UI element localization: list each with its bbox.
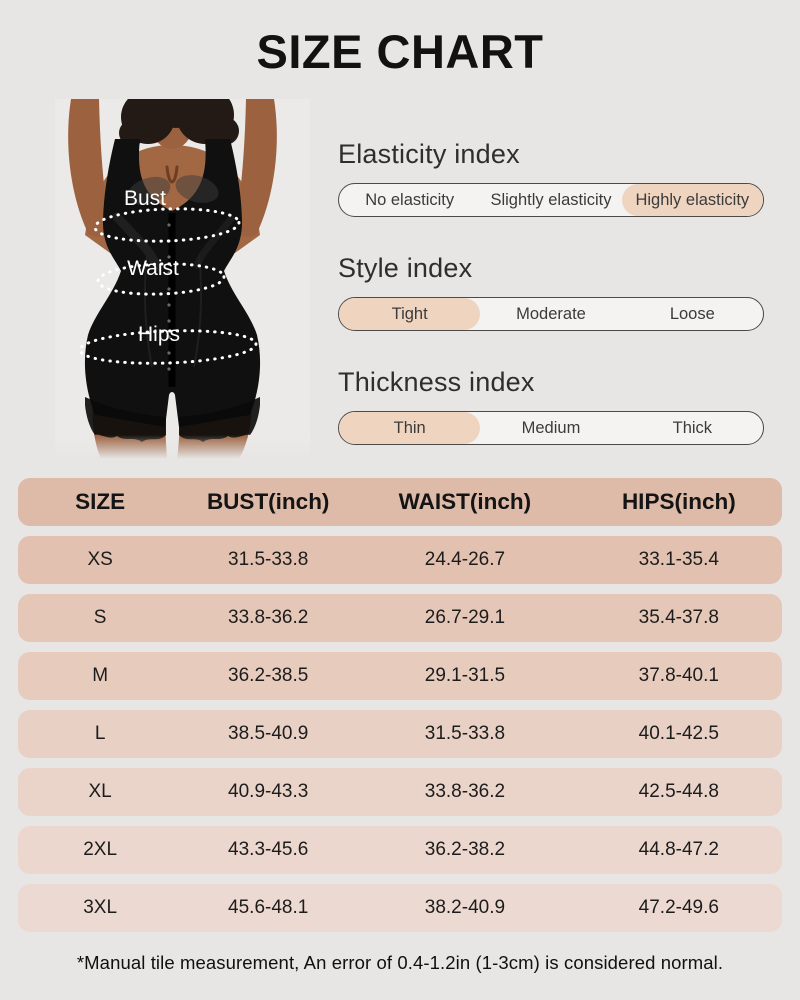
cell-bust: 40.9-43.3 — [228, 781, 309, 802]
header-bust: BUST(inch) — [206, 489, 330, 514]
top-section — [0, 99, 800, 459]
cell-bust: 33.8-36.2 — [228, 607, 309, 628]
table-row — [18, 652, 782, 700]
model-photo — [55, 99, 310, 459]
cell-hips: 40.1-42.5 — [638, 723, 719, 744]
cell-waist: 24.4-26.7 — [424, 549, 506, 570]
cell-bust: 45.6-48.1 — [228, 897, 309, 918]
style-option-tight: Tight — [339, 298, 480, 330]
cell-bust: 38.5-40.9 — [228, 723, 309, 744]
cell-waist: 36.2-38.2 — [424, 839, 506, 860]
thickness-option-thin: Thin — [339, 412, 480, 444]
cell-size: 3XL — [83, 897, 118, 918]
cell-waist: 26.7-29.1 — [424, 607, 506, 628]
measurement-note: *Manual tile measurement, An error of 0.4-1.2in (1-3cm) is considered normal. — [76, 952, 724, 973]
elasticity-index-title: Elasticity index — [338, 139, 520, 169]
header-waist: WAIST(inch) — [398, 489, 532, 514]
header-size: SIZE — [75, 489, 126, 514]
table-row — [18, 768, 782, 816]
elasticity-index-group — [338, 139, 764, 217]
waist-label: Waist — [127, 257, 179, 280]
cell-hips: 33.1-35.4 — [638, 549, 719, 570]
cell-waist: 29.1-31.5 — [424, 665, 506, 686]
cell-size: L — [94, 723, 106, 744]
table-row — [18, 826, 782, 874]
thickness-index-group — [338, 367, 764, 445]
cell-bust: 31.5-33.8 — [228, 549, 309, 570]
elasticity-option-slightly: Slightly elasticity — [490, 190, 612, 209]
cell-bust: 36.2-38.5 — [228, 665, 309, 686]
cell-waist: 38.2-40.9 — [424, 897, 506, 918]
hips-label: Hips — [137, 323, 181, 346]
style-index-group — [338, 253, 764, 331]
style-index-title: Style index — [338, 253, 473, 283]
cell-hips: 37.8-40.1 — [638, 665, 719, 686]
index-panel — [338, 99, 764, 459]
cell-size: S — [93, 607, 107, 628]
thickness-option-medium: Medium — [521, 418, 581, 437]
shapewear-figure-illustration — [55, 99, 310, 459]
table-row — [18, 536, 782, 584]
photo-bottom-fade — [55, 435, 310, 459]
table-header-row — [18, 478, 782, 526]
header-hips: HIPS(inch) — [621, 489, 736, 514]
thickness-index-title: Thickness index — [338, 367, 535, 397]
bust-label: Bust — [123, 187, 167, 210]
thickness-option-thick: Thick — [672, 418, 713, 437]
style-option-moderate: Moderate — [516, 304, 586, 323]
cell-size: 2XL — [83, 839, 118, 860]
cell-hips: 47.2-49.6 — [638, 897, 719, 918]
cell-waist: 31.5-33.8 — [424, 723, 506, 744]
size-table — [18, 478, 782, 932]
elasticity-index-scale — [338, 183, 764, 217]
cell-size: XS — [87, 549, 113, 570]
page-title: SIZE CHART — [256, 25, 544, 78]
elasticity-option-no: No elasticity — [365, 190, 455, 209]
cell-size: M — [92, 665, 109, 686]
cell-hips: 44.8-47.2 — [638, 839, 719, 860]
cell-waist: 33.8-36.2 — [424, 781, 506, 802]
cell-bust: 43.3-45.6 — [228, 839, 309, 860]
elasticity-option-highly: Highly elasticity — [622, 184, 763, 216]
cell-hips: 42.5-44.8 — [638, 781, 719, 802]
cell-size: XL — [88, 781, 112, 802]
table-row — [18, 884, 782, 932]
table-row — [18, 710, 782, 758]
cell-hips: 35.4-37.8 — [638, 607, 719, 628]
table-row — [18, 594, 782, 642]
style-option-loose: Loose — [669, 304, 715, 323]
thickness-index-scale — [338, 411, 764, 445]
style-index-scale — [338, 297, 764, 331]
